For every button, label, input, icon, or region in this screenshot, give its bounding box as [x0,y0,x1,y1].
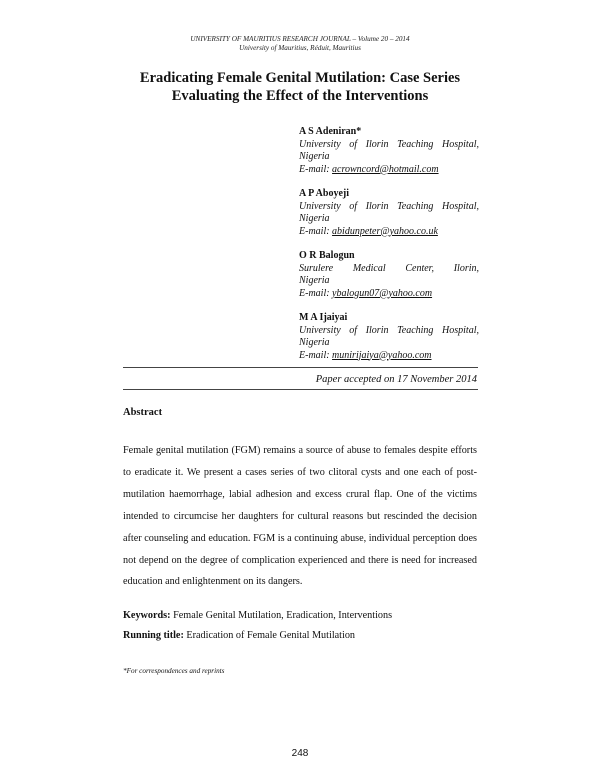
page-number: 248 [291,748,309,759]
keywords-text: Female Genital Mutilation, Eradication, Interventions [170,610,393,621]
keywords-line [123,610,392,621]
email-label: E-mail: [299,287,330,299]
author-email-link[interactable]: abidunpeter@yahoo.co.uk [332,225,438,237]
running-title-label: Running title: [123,630,184,641]
keywords-label: Keywords: [123,610,171,621]
author-affiliation: University of Ilorin Teaching Hospital, [299,324,479,336]
author-affiliation: Surulere Medical Center, Ilorin, [299,262,479,274]
paper-title-line2: Evaluating the Effect of the Interventions [171,88,429,104]
paper-title-line1: Eradicating Female Genital Mutilation: Case Series [139,70,461,86]
author-country: Nigeria [299,151,330,162]
author-name: O R Balogun [299,250,355,261]
author-affiliation: University of Ilorin Teaching Hospital, [299,200,479,212]
author-name: A P Aboyeji [299,188,350,199]
author-country: Nigeria [299,213,330,224]
author-country: Nigeria [299,275,330,286]
email-label: E-mail: [299,349,330,361]
paper-title [100,69,500,105]
email-label: E-mail: [299,163,330,175]
footnote: *For correspondences and reprints [123,667,225,675]
author-block [299,312,479,362]
accepted-date: Paper accepted on 17 November 2014 [315,374,477,385]
author-email-link[interactable]: munirijaiya@yahoo.com [332,349,432,361]
journal-header: UNIVERSITY OF MAURITIUS RESEARCH JOURNAL – Volume 20 – 2014 [190,35,410,43]
email-label: E-mail: [299,225,330,237]
abstract-heading: Abstract [123,407,163,418]
author-country: Nigeria [299,337,330,348]
author-email-link[interactable]: acrowncord@hotmail.com [332,163,439,175]
author-block [299,126,479,176]
author-affiliation: University of Ilorin Teaching Hospital, [299,138,479,150]
divider [123,389,478,390]
author-block [299,188,479,238]
abstract-text: Female genital mutilation (FGM) remains a source of abuse to females despite efforts to eradicate it. We present a cases series of two clitoral cysts and one each of post-mutilation haemorrhage, labial adhesion and excess crural flap. One of the victims intended to circumcise her daughters for cultural reasons but rescinded the decision after counseling and education. FGM is a continuing abuse, individual perception does not depend on the degree of complication experienced and there is need for increased education and enlightenment on its dangers. [123,445,477,588]
divider [123,367,478,368]
author-name: A S Adeniran* [299,126,362,137]
journal-location: University of Mauritius, Réduit, Mauritius [239,44,361,52]
author-name: M A Ijaiyai [299,312,348,323]
running-title-text: Eradication of Female Genital Mutilation [183,630,356,641]
author-block [299,250,479,300]
author-email-link[interactable]: ybalogun07@yahoo.com [332,287,433,299]
running-title-line [123,630,355,641]
